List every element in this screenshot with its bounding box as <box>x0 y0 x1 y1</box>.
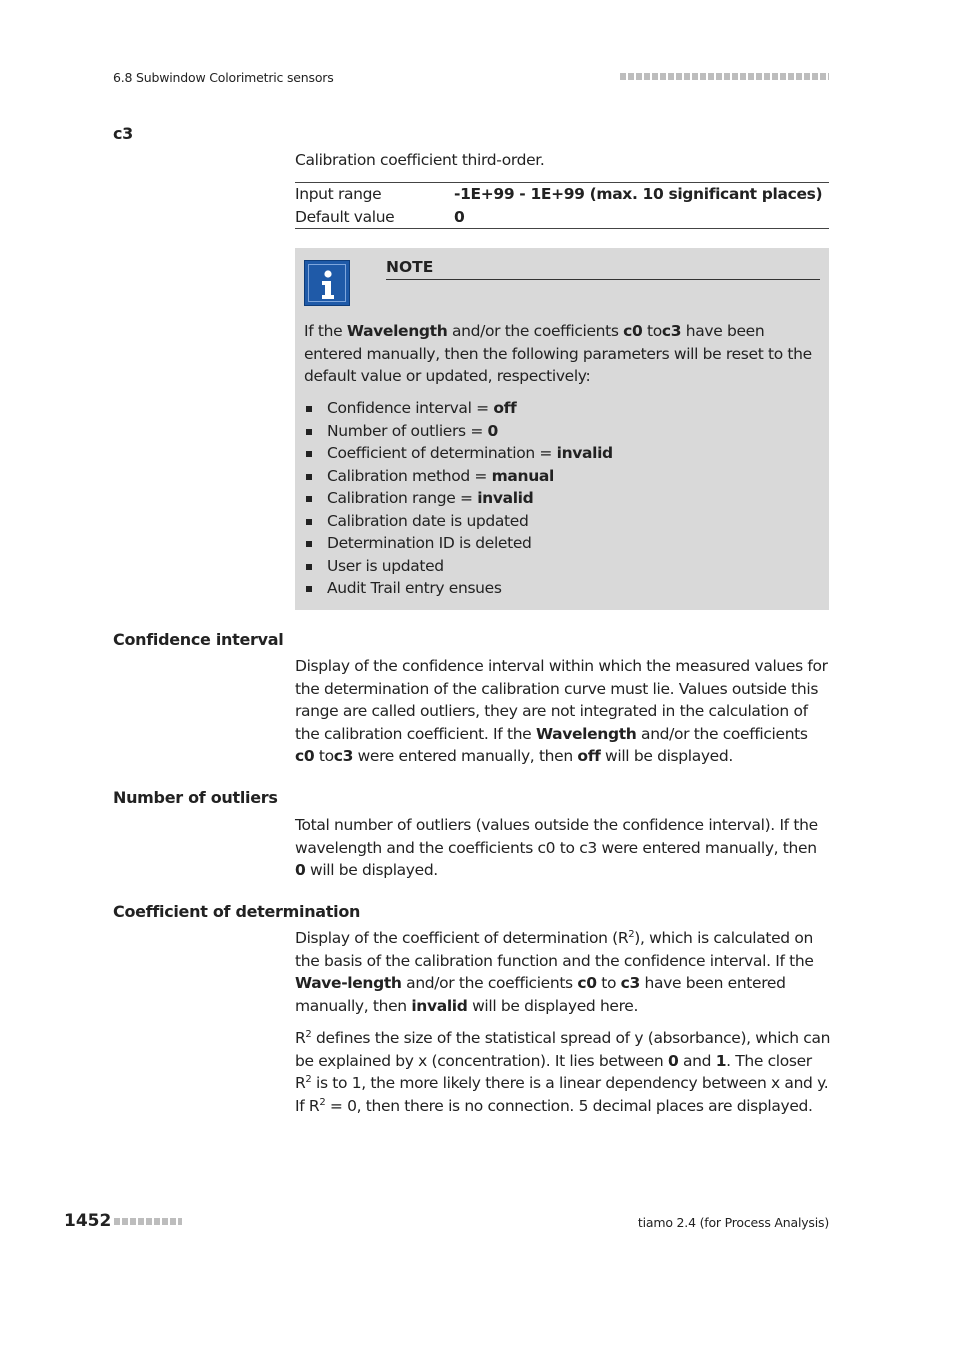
table-key: Default value <box>295 207 395 226</box>
coefficient-of-determination-heading: Coefficient of determination <box>113 902 361 921</box>
number-of-outliers-heading: Number of outliers <box>113 788 278 807</box>
c3-description: Calibration coefficient third-order. <box>295 151 545 169</box>
list-item: User is updated <box>304 555 824 578</box>
running-header: 6.8 Subwindow Colorimetric sensors <box>113 70 334 85</box>
c3-parameter-table <box>295 182 829 229</box>
list-item: Calibration range = invalid <box>304 487 824 510</box>
confidence-interval-text: Display of the confidence interval within which the measured values for the determination of the calibration curve must lie. Values outside this range are called outliers, they are not integrated in the calculation of the calibration coefficient. If the Wavelength and/or the coefficients c0 toc3 were entered manually, then off will be displayed. <box>295 657 828 765</box>
table-key: Input range <box>295 185 382 204</box>
number-of-outliers-text: Total number of outliers (values outside the confidence interval). If the wavelength and the coefficients c0 to c3 were entered manually, then 0 will be displayed. <box>295 816 818 879</box>
c3-heading: c3 <box>113 124 134 143</box>
info-icon <box>304 260 350 306</box>
coefficient-of-determination-text-2: $R^2$ defines the size of the statistical spread of y (absorbance), which can be explained by x (concentration). It lies between 0 and 1. The closer $R^2$ is to 1, the more likely there is a linear dependency between x and y. If $R^2 = 0$, then there is no connection. 5 decimal places are displayed. <box>295 1029 831 1115</box>
coefficient-of-determination-text-1: Display of the coefficient of determination $(R^2)$, which is calculated on the basis of the calibration function and the confidence interval. If the Wave-length and/or the coefficients c0 to c3 have been entered manually, then invalid will be displayed here. <box>295 929 814 1015</box>
table-value: -1E+99 - 1E+99 (max. 10 significant places) <box>454 185 823 204</box>
note-text: If the Wavelength and/or the coefficients c0 toc3 have been entered manually, then the following parameters will be reset to the default value or updated, respectively: <box>304 322 812 385</box>
list-item: Audit Trail entry ensues <box>304 577 824 600</box>
list-item: Coefficient of determination = invalid <box>304 442 824 465</box>
product-name: tiamo 2.4 (for Process Analysis) <box>637 1215 829 1230</box>
list-item: Determination ID is deleted <box>304 532 824 555</box>
table-value: 0 <box>454 207 465 226</box>
list-item: Confidence interval = off <box>304 397 824 420</box>
list-item: Number of outliers = 0 <box>304 420 824 443</box>
list-item: Calibration date is updated <box>304 510 824 533</box>
header-dots-decoration <box>620 73 829 80</box>
table-row <box>295 183 829 206</box>
note-title: NOTE <box>386 258 820 280</box>
table-row <box>295 206 829 229</box>
note-bullet-list <box>304 397 824 600</box>
confidence-interval-heading: Confidence interval <box>113 630 284 649</box>
footer-dots-decoration <box>114 1218 182 1225</box>
list-item: Calibration method = manual <box>304 465 824 488</box>
page-number: 1452 <box>64 1211 112 1231</box>
